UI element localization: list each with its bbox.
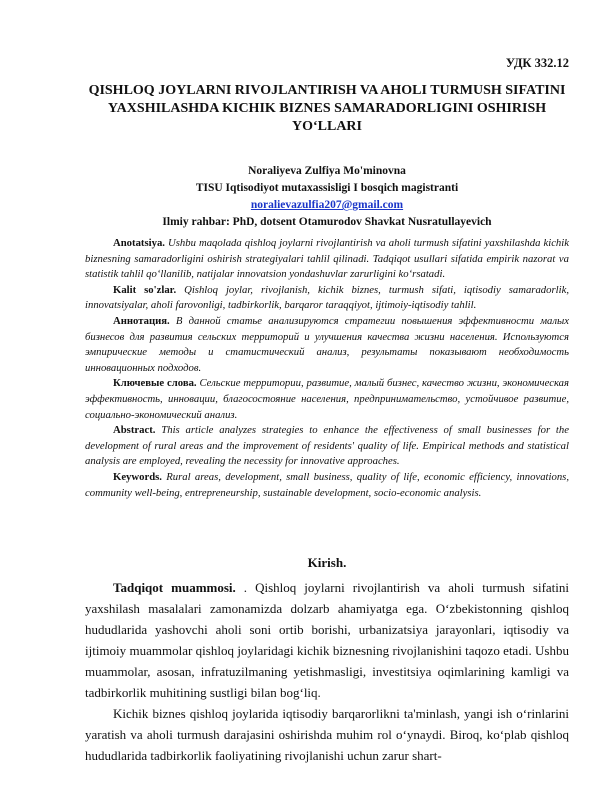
abstract-ru-text: В данной статье анализируются стратегии повышения эффективности малых бизнесов для развития сельских территорий и улучшения качества жизни населения. Используются эмпирические методы и статистический анализ, результаты показывают необходимость инновационных подходов. <box>85 314 569 374</box>
abstract-en <box>85 423 569 470</box>
abstract-ru-label: Аннотация. <box>113 314 170 327</box>
title-line: YAXSHILASHDA KICHIK BIZNES SAMARADORLIGINI OSHIRISH <box>107 101 547 116</box>
abstract-uz-text: Ushbu maqolada qishloq joylarni rivojlantirish va aholi turmush sifatini yaxshilashda kichik biznesning samaradorligini oshirish strategiyalari tahlil qilinadi. Tadqiqot usullari sifatida empirik nazorat va statistik tahlil qo‘llanilib, natijalar innovatsion yondashuvlar zarurligini ko‘rsatadi. <box>85 237 569 281</box>
keywords-uz-label: Kalit so'zlar. <box>113 283 177 296</box>
paper-title <box>85 82 569 136</box>
abstract-uz <box>85 236 569 283</box>
title-line: QISHLOQ JOYLARNI RIVOJLANTIRISH VA AHOLI TURMUSH SIFATINI <box>88 83 566 98</box>
body-paragraph: Kichik biznes qishloq joylarida iqtisodiy barqarorlikni ta'minlash, yangi ish o‘rinlarini yaratish va aholi turmush darajasini oshirishda muhim rol o‘ynaydi. Biroq, ko‘plab qishloq hududlarida tadbirkorlik faoliyatining rivojlanishi uchun zarur shart- <box>85 706 569 763</box>
body-paragraph <box>85 577 569 703</box>
abstract-uz-label: Anotatsiya. <box>113 237 165 249</box>
abstracts-block <box>85 236 569 501</box>
udk-code: УДК 332.12 <box>505 56 569 70</box>
keywords-ru-label: Ключевые слова. <box>113 377 197 390</box>
title-line: YO‘LLARI <box>291 119 362 134</box>
author-block <box>85 163 569 231</box>
keywords-uz <box>85 283 569 314</box>
keywords-en-text: Rural areas, development, small business, quality of life, economic efficiency, innovations, community well-being, entrepreneurship, sustainable development, socio-economic analysis. <box>85 470 569 499</box>
keywords-en-label: Keywords. <box>113 470 162 483</box>
author-email-link[interactable]: noralievazulfia207@gmail.com <box>250 199 404 211</box>
author-name: Noraliyeva Zulfiya Mo'minovna <box>248 165 406 177</box>
body-text <box>85 577 569 766</box>
abstract-ru <box>85 314 569 376</box>
abstract-en-label: Abstract. <box>113 424 156 437</box>
section-heading: Kirish. <box>307 555 347 570</box>
keywords-ru <box>85 376 569 423</box>
paragraph-label: Tadqiqot muammosi. <box>113 580 236 595</box>
paragraph-text: . Qishloq joylarni rivojlantirish va aholi turmush sifatini yaxshilash masalalari zamonamizda dolzarb ahamiyatga ega. O‘zbekistonning qishloq hududlarida yashovchi aholi soni ortib borishi, urbanizatsiya jarayonlari, iqtisodiy va ijtimoiy muammolar qishloq joylaridagi kichik biznesning rivojlanishini taqozo etadi. Ushbu muammolar, asosan, infratuzilmaning yetishmasligi, investitsiya oqimlarining kamligi va tadbirkorlik muhitining sustligi bilan bog‘liq. <box>85 580 569 700</box>
author-position: TISU Iqtisodiyot mutaxassisligi I bosqich magistranti <box>195 182 459 194</box>
keywords-uz-text: Qishloq joylar, rivojlanish, kichik biznes, turmush sifati, iqtisodiy samaradorlik, innovatsiyalar, aholi farovonligi, tadbirkorlik, barqaror taraqqiyot, ijtimoiy-iqtisodiy tahlil. <box>85 283 570 312</box>
keywords-ru-text: Сельские территории, развитие, малый бизнес, качество жизни, экономическая эффективность, инновации, благосостояние населения, предпринимательство, устойчивое развитие, социально-экономический анализ. <box>85 377 569 421</box>
advisor-line: Ilmiy rahbar: PhD, dotsent Otamurodov Shavkat Nusratullayevich <box>162 216 492 228</box>
abstract-en-text: This article analyzes strategies to enhance the effectiveness of small businesses for the development of rural areas and the improvement of residents' quality of life. Empirical methods and statistical analysis are employed, revealing the necessity for innovative approaches. <box>85 424 569 468</box>
keywords-en <box>85 470 569 501</box>
